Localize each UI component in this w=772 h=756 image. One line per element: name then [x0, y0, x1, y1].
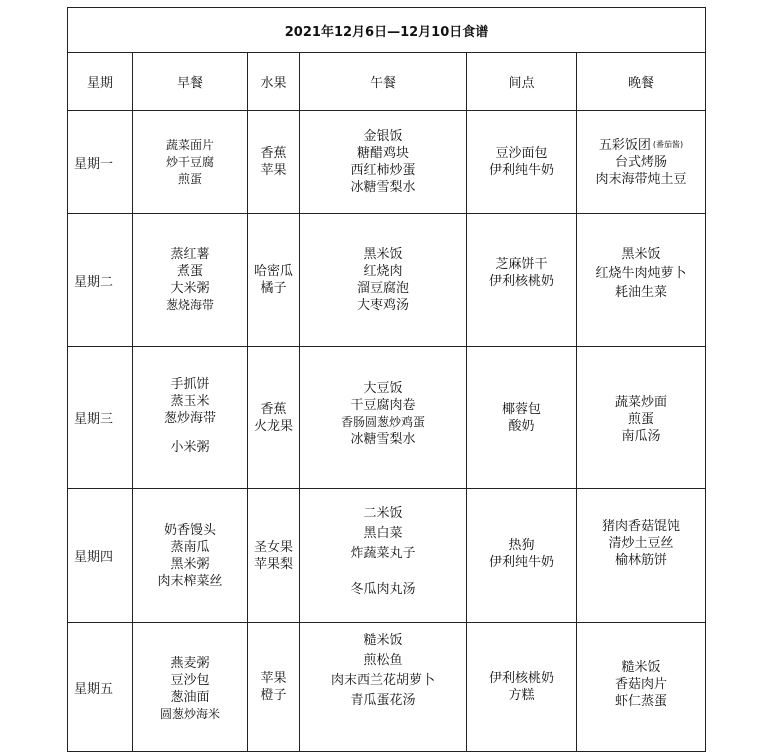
- snack-item: 椰蓉包: [501, 401, 541, 417]
- dinner-item: 清炒土豆丝: [608, 536, 674, 551]
- day-label: 星期四: [68, 489, 133, 623]
- header-row: [68, 53, 706, 111]
- lunch-item: 冰糖雪梨水: [350, 431, 416, 447]
- fruit-item: 苹果梨: [253, 556, 293, 572]
- breakfast-item: 燕麦粥: [170, 656, 210, 671]
- fruit-cell: [248, 214, 300, 347]
- lunch-cell: [300, 489, 467, 623]
- day-row-wednesday: [68, 347, 706, 489]
- lunch-item: 黑米饭: [363, 247, 403, 262]
- snack-cell: [467, 347, 577, 489]
- dinner-item: 黑米饭: [621, 246, 661, 262]
- fruit-item: 苹果: [260, 671, 287, 686]
- breakfast-item: 煎蛋: [177, 171, 202, 186]
- fruit-item: 哈密瓜: [253, 264, 293, 279]
- breakfast-item: 蔬菜面片: [165, 137, 214, 152]
- snack-item: 伊利核桃奶: [488, 671, 554, 686]
- dinner-item: 香菇肉片: [615, 676, 668, 692]
- day-row-thursday: [68, 489, 706, 623]
- day-row-monday: [68, 111, 706, 214]
- fruit-item: 圣女果: [253, 539, 293, 555]
- menu-table: [67, 7, 706, 752]
- dinner-item: 台式烤肠: [615, 155, 668, 170]
- dinner-item: 南瓜汤: [621, 429, 661, 444]
- dinner-note: (番茄酱): [652, 140, 684, 149]
- lunch-item: 西红柿炒蛋: [350, 163, 416, 178]
- lunch-cell: [300, 111, 467, 214]
- day-row-tuesday: [68, 214, 706, 347]
- dinner-item: 蔬菜炒面: [615, 395, 668, 410]
- header-day: 星期: [68, 53, 133, 111]
- dinner-item: 榆林筋饼: [615, 553, 668, 568]
- breakfast-item: 豆沙包: [170, 673, 210, 688]
- lunch-item: 青瓜蛋花汤: [350, 692, 416, 708]
- header-snack: 间点: [467, 53, 577, 111]
- breakfast-item: 大米粥: [170, 281, 210, 296]
- breakfast-item: 炒干豆腐: [165, 154, 214, 169]
- dinner-item-text: 五彩饭团: [598, 138, 651, 153]
- dinner-item: 糙米饭: [621, 659, 661, 675]
- snack-item: 方糕: [508, 688, 535, 703]
- snack-item: 伊利纯牛奶: [488, 163, 554, 178]
- dinner-cell: [577, 111, 706, 214]
- dinner-cell: [577, 489, 706, 623]
- snack-item: 豆沙面包: [495, 146, 548, 161]
- fruit-cell: [248, 111, 300, 214]
- dinner-item: 煎蛋: [628, 412, 655, 427]
- snack-item: 热狗: [508, 537, 535, 553]
- day-row-friday: [68, 623, 706, 752]
- breakfast-item: 蒸玉米: [170, 393, 210, 409]
- lunch-item: 肉末西兰花胡萝卜: [330, 672, 435, 688]
- dinner-cell: [577, 347, 706, 489]
- snack-item: 伊利核桃奶: [488, 274, 554, 289]
- breakfast-item: 蒸南瓜: [170, 539, 210, 555]
- lunch-item: 糙米饭: [363, 632, 403, 648]
- lunch-cell: [300, 347, 467, 489]
- dinner-item: 红烧牛肉炖萝卜: [595, 265, 687, 281]
- fruit-item: 橘子: [260, 281, 287, 296]
- breakfast-cell: [133, 347, 248, 489]
- breakfast-item: 圆葱炒海米: [159, 707, 220, 721]
- lunch-item: 冰糖雪梨水: [350, 180, 416, 195]
- fruit-item: 橙子: [260, 688, 287, 703]
- breakfast-item: 葱油面: [170, 690, 210, 705]
- dinner-item: 耗油生菜: [615, 284, 668, 300]
- snack-cell: [467, 214, 577, 347]
- breakfast-cell: [133, 214, 248, 347]
- dinner-cell: [577, 214, 706, 347]
- fruit-item: 香蕉: [260, 146, 287, 161]
- lunch-item: 二米饭: [363, 506, 403, 521]
- lunch-item: 溜豆腐泡: [356, 281, 409, 296]
- breakfast-cell: [133, 111, 248, 214]
- breakfast-cell: [133, 489, 248, 623]
- lunch-item: 冬瓜肉丸汤: [350, 582, 416, 597]
- header-dinner: 晚餐: [577, 53, 706, 111]
- lunch-cell: [300, 623, 467, 752]
- header-breakfast: 早餐: [133, 53, 248, 111]
- breakfast-item: 煮蛋: [176, 264, 203, 279]
- lunch-item: 红烧肉: [363, 264, 403, 279]
- lunch-item: 金银饭: [363, 129, 403, 144]
- header-fruit: 水果: [248, 53, 300, 111]
- lunch-cell: [300, 214, 467, 347]
- header-lunch: 午餐: [300, 53, 467, 111]
- breakfast-item: 小米粥: [170, 439, 210, 455]
- breakfast-item: 葱烧海带: [165, 298, 214, 312]
- lunch-item: 香肠圆葱炒鸡蛋: [340, 414, 425, 429]
- snack-item: 酸奶: [508, 418, 535, 434]
- lunch-item: 黑白菜: [363, 526, 403, 541]
- lunch-item: 煎松鱼: [363, 652, 403, 668]
- menu-title: 2021年12月6日—12月10日食谱: [68, 8, 706, 53]
- breakfast-item: 奶香馒头: [163, 522, 216, 538]
- day-label: 星期二: [68, 214, 133, 347]
- dinner-cell: [577, 623, 706, 752]
- fruit-cell: [248, 489, 300, 623]
- breakfast-item: 葱炒海带: [163, 410, 216, 426]
- dinner-item: [599, 136, 683, 154]
- fruit-item: 火龙果: [253, 418, 293, 434]
- dinner-item: 肉末海带炖土豆: [595, 172, 687, 187]
- fruit-item: 苹果: [260, 163, 287, 178]
- dinner-item: 虾仁蒸蛋: [615, 693, 668, 709]
- snack-cell: [467, 489, 577, 623]
- day-label: 星期一: [68, 111, 133, 214]
- lunch-item: 糖醋鸡块: [356, 146, 409, 161]
- breakfast-cell: [133, 623, 248, 752]
- day-label: 星期五: [68, 623, 133, 752]
- snack-item: 芝麻饼干: [495, 257, 548, 272]
- breakfast-item: 手抓饼: [170, 376, 210, 392]
- snack-cell: [467, 623, 577, 752]
- day-label: 星期三: [68, 347, 133, 489]
- snack-item: 伊利纯牛奶: [488, 554, 554, 570]
- lunch-item: 大豆饭: [363, 380, 403, 396]
- dinner-item: 猪肉香菇馄饨: [602, 519, 681, 534]
- fruit-cell: [248, 623, 300, 752]
- breakfast-item: 黑米粥: [170, 556, 210, 572]
- lunch-item: 大枣鸡汤: [356, 298, 409, 313]
- breakfast-item: 肉末榨菜丝: [157, 573, 223, 589]
- breakfast-item: 蒸红薯: [170, 247, 210, 262]
- fruit-item: 香蕉: [260, 401, 287, 417]
- snack-cell: [467, 111, 577, 214]
- lunch-item: 干豆腐肉卷: [350, 397, 416, 413]
- fruit-cell: [248, 347, 300, 489]
- lunch-item: 炸蔬菜丸子: [350, 546, 416, 561]
